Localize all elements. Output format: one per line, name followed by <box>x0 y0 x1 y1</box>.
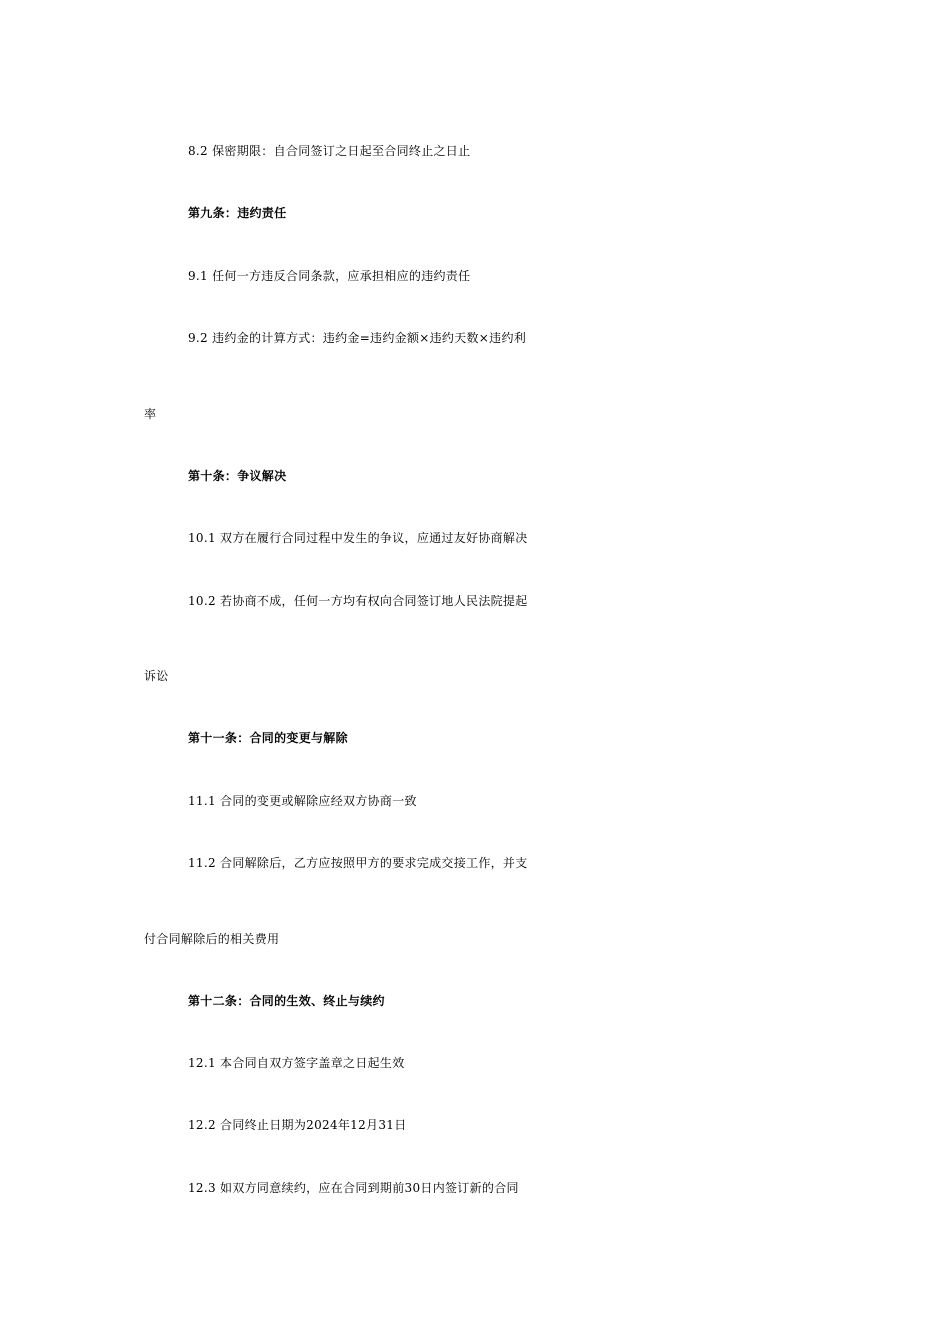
clause-12-1: 12.1 本合同自双方签字盖章之日起生效 <box>188 1056 405 1070</box>
article-10-heading: 第十条：争议解决 <box>188 469 287 483</box>
clause-9-2-continuation: 率 <box>144 407 157 421</box>
article-11-heading: 第十一条：合同的变更与解除 <box>188 731 348 745</box>
clause-10-1: 10.1 双方在履行合同过程中发生的争议，应通过友好协商解决 <box>188 531 528 545</box>
article-12-heading: 第十二条：合同的生效、终止与续约 <box>188 994 385 1008</box>
clause-11-2-continuation: 付合同解除后的相关费用 <box>144 932 280 946</box>
clause-12-2: 12.2 合同终止日期为2024年12月31日 <box>188 1118 407 1132</box>
clause-11-2: 11.2 合同解除后，乙方应按照甲方的要求完成交接工作，并支 <box>188 856 528 870</box>
clause-10-2: 10.2 若协商不成，任何一方均有权向合同签订地人民法院提起 <box>188 594 528 608</box>
clause-9-2: 9.2 违约金的计算方式：违约金=违约金额×违约天数×违约利 <box>188 331 527 345</box>
clause-9-1: 9.1 任何一方违反合同条款，应承担相应的违约责任 <box>188 269 471 283</box>
clause-8-2: 8.2 保密期限：自合同签订之日起至合同终止之日止 <box>188 144 471 158</box>
clause-11-1: 11.1 合同的变更或解除应经双方协商一致 <box>188 794 417 808</box>
clause-10-2-continuation: 诉讼 <box>144 669 169 683</box>
article-9-heading: 第九条：违约责任 <box>188 206 287 220</box>
clause-12-3: 12.3 如双方同意续约，应在合同到期前30日内签订新的合同 <box>188 1181 519 1195</box>
